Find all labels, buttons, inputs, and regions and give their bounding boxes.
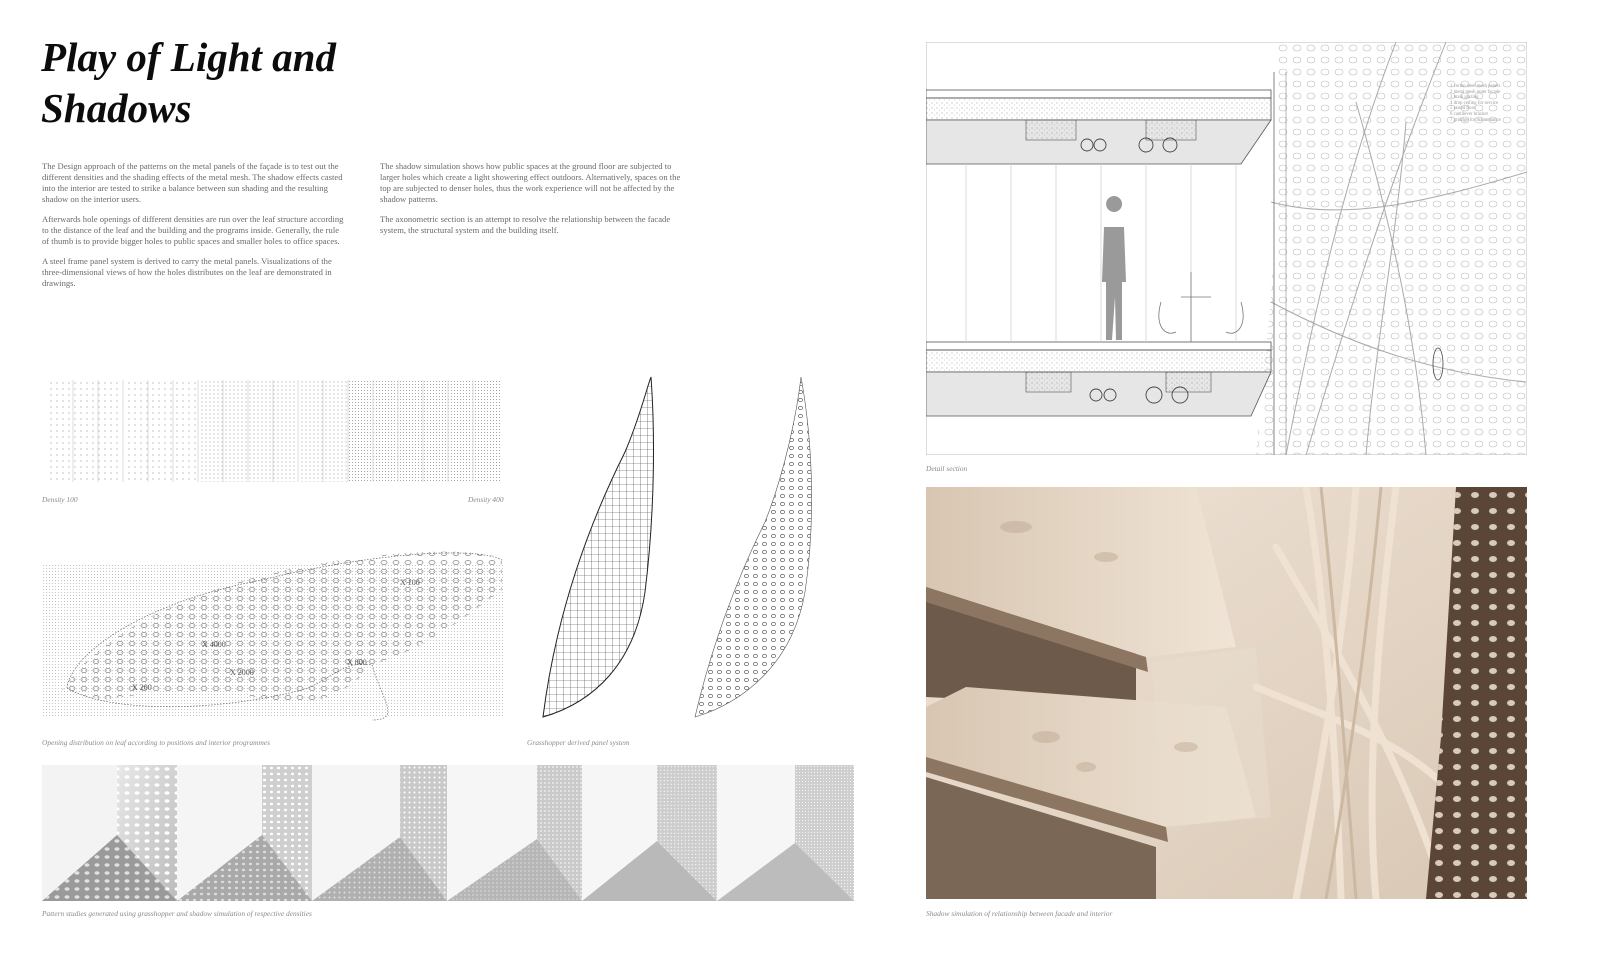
pattern-studies-strip bbox=[42, 765, 854, 901]
legend-item: 5 raised floor bbox=[1450, 106, 1476, 112]
density-label: X 2000 bbox=[230, 668, 254, 677]
detail-section-caption: Detail section bbox=[926, 464, 968, 473]
paragraph: A steel frame panel system is derived to carry the metal panels. Visualizations of the three-dimensional views of how the holes distributes on the leaf are demonstrated in drawings. bbox=[42, 256, 332, 288]
page-title: Play of Light and Shadows bbox=[41, 34, 336, 131]
legend-item: 6 cantilever bracket bbox=[1450, 111, 1488, 117]
pattern-study-tile bbox=[582, 765, 717, 901]
legend-item: 2 metal mesh outer facade bbox=[1450, 89, 1501, 95]
pattern-study-tile bbox=[42, 765, 177, 901]
opening-distribution-diagram bbox=[42, 540, 505, 730]
text-column-left bbox=[42, 161, 347, 298]
legend-item: 1 corten steel mesh panels bbox=[1450, 84, 1501, 89]
pattern-study-tile bbox=[447, 765, 582, 901]
density-label: X 4000 bbox=[202, 640, 226, 649]
density-label: X 800 bbox=[347, 658, 367, 667]
legend-item: 4 drop ceiling for service bbox=[1450, 100, 1499, 106]
paragraph: The shadow simulation shows how public spaces at the ground floor are subjected to larger holes which create a light showering effect outdoors. Alternatively, spaces on the top are subjected to denser holes, thus the work experience will not be affected by the shadow patterns. bbox=[380, 161, 681, 204]
legend-item: 7 gridlige for maintenance bbox=[1450, 117, 1501, 123]
paragraph: The Design approach of the patterns on the metal panels of the façade is to test out the different densities and the shading effects of the metal mesh. The shadow effects casted into the interior are tested to strike a balance between sun shading and the resulting shadow on the interior users. bbox=[42, 161, 343, 204]
pattern-study-tile bbox=[312, 765, 447, 901]
density-label: X 200 bbox=[132, 683, 152, 692]
text-column-right bbox=[380, 161, 685, 245]
pattern-studies-caption: Pattern studies generated using grasshopper and shadow simulation of respective densities bbox=[42, 909, 312, 918]
opening-map-caption: Opening distribution on leaf according to positions and interior programmes bbox=[42, 738, 270, 747]
detail-section-drawing bbox=[926, 42, 1527, 455]
density-strip bbox=[48, 380, 500, 482]
pattern-study-tile bbox=[177, 765, 312, 901]
detail-legend bbox=[1450, 84, 1522, 123]
paragraph: The axonometric section is an attempt to resolve the relationship between the facade system, the structural system and the building itself. bbox=[380, 214, 671, 235]
panel-system-caption: Grasshopper derived panel system bbox=[527, 738, 630, 747]
legend-item: 3 main glazing bbox=[1450, 95, 1479, 101]
pattern-study-tile bbox=[717, 765, 854, 901]
density-label-right: Density 400 bbox=[468, 495, 504, 504]
paragraph: Afterwards hole openings of different densities are run over the leaf structure according to the distance of the leaf and the building and the programs inside. Generally, the rule of thumb is to provide bigger holes to public spaces and smaller holes to office spaces. bbox=[42, 214, 344, 246]
panel-system-drawing bbox=[535, 372, 825, 727]
shadow-simulation-render bbox=[926, 487, 1527, 899]
density-label-left: Density 100 bbox=[42, 495, 78, 504]
density-label: X 100 bbox=[400, 578, 420, 587]
shadow-render-caption: Shadow simulation of relationship between facade and interior bbox=[926, 909, 1113, 918]
